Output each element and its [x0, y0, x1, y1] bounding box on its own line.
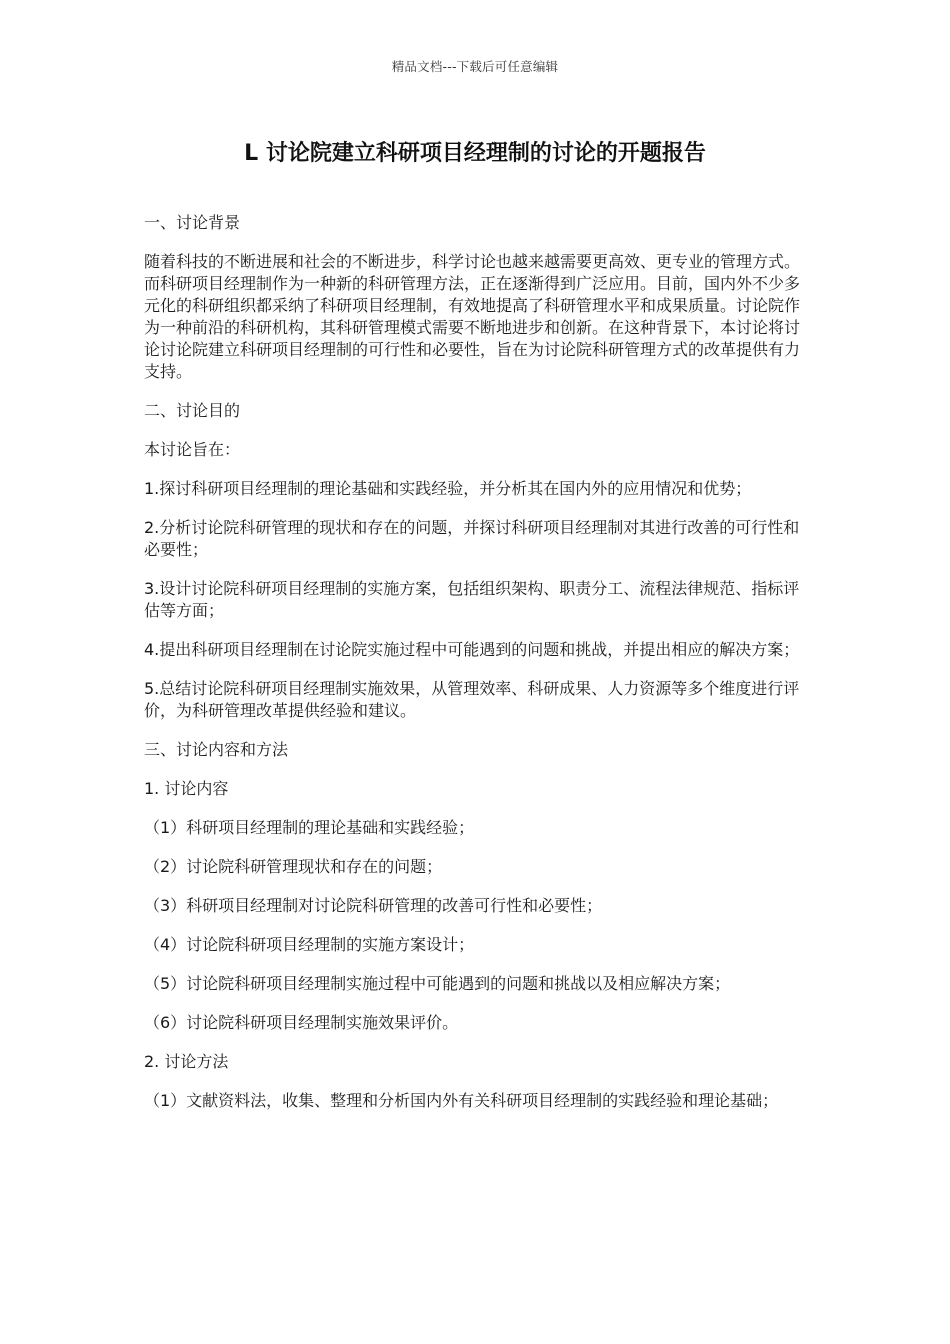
- document-title: L 讨论院建立科研项目经理制的讨论的开题报告: [244, 141, 706, 166]
- list-item-content-3: （3）科研项目经理制对讨论院科研管理的改善可行性和必要性；: [144, 896, 603, 915]
- list-item-purpose-2: 2.分析讨论院科研管理的现状和存在的问题，并探讨科研项目经理制对其进行改善的可行性和必要性；: [144, 518, 800, 559]
- list-item-content-1: （1）科研项目经理制的理论基础和实践经验；: [144, 818, 475, 837]
- list-item-purpose-4: 4.提出科研项目经理制在讨论院实施过程中可能遇到的问题和挑战，并提出相应的解决方案；: [144, 640, 800, 659]
- list-item-purpose-5: 5.总结讨论院科研项目经理制实施效果，从管理效率、科研成果、人力资源等多个维度进行评价，为科研管理改革提供经验和建议。: [144, 679, 800, 720]
- paragraph-background: 随着科技的不断进展和社会的不断进步，科学讨论也越来越需要更高效、更专业的管理方式。而科研项目经理制作为一种新的科研管理方法，正在逐渐得到广泛应用。目前，国内外不少多元化的科研组织都采纳了科研项目经理制，有效地提高了科研管理水平和成果质量。讨论院作为一种前沿的科研机构，其科研管理模式需要不断地进步和创新。在这种背景下，本讨论将讨论讨论院建立科研项目经理制的可行性和必要性，旨在为讨论院科研管理方式的改革提供有力支持。: [144, 252, 801, 381]
- section-heading-background: 一、讨论背景: [144, 213, 241, 232]
- list-item-content-2: （2）讨论院科研管理现状和存在的问题；: [144, 857, 443, 876]
- list-item-content-6: （6）讨论院科研项目经理制实施效果评价。: [144, 1013, 459, 1032]
- header-note: 精品文档---下载后可任意编辑: [391, 59, 559, 74]
- list-item-content-4: （4）讨论院科研项目经理制的实施方案设计；: [144, 935, 475, 954]
- document-body: [144, 212, 808, 1129]
- list-item-purpose-3: 3.设计讨论院科研项目经理制的实施方案，包括组织架构、职责分工、流程法律规范、指标评估等方面；: [144, 579, 800, 620]
- subheading-content: 1. 讨论内容: [144, 779, 229, 798]
- section-heading-purpose: 二、讨论目的: [144, 401, 241, 420]
- paragraph-purpose-intro: 本讨论旨在：: [144, 440, 241, 459]
- list-item-content-5: （5）讨论院科研项目经理制实施过程中可能遇到的问题和挑战以及相应解决方案；: [144, 974, 731, 993]
- list-item-purpose-1: 1.探讨科研项目经理制的理论基础和实践经验，并分析其在国内外的应用情况和优势；: [144, 479, 752, 498]
- section-heading-content-method: 三、讨论内容和方法: [144, 740, 289, 759]
- list-item-method-1: （1）文献资料法，收集、整理和分析国内外有关科研项目经理制的实践经验和理论基础；: [144, 1091, 779, 1110]
- subheading-method: 2. 讨论方法: [144, 1052, 229, 1071]
